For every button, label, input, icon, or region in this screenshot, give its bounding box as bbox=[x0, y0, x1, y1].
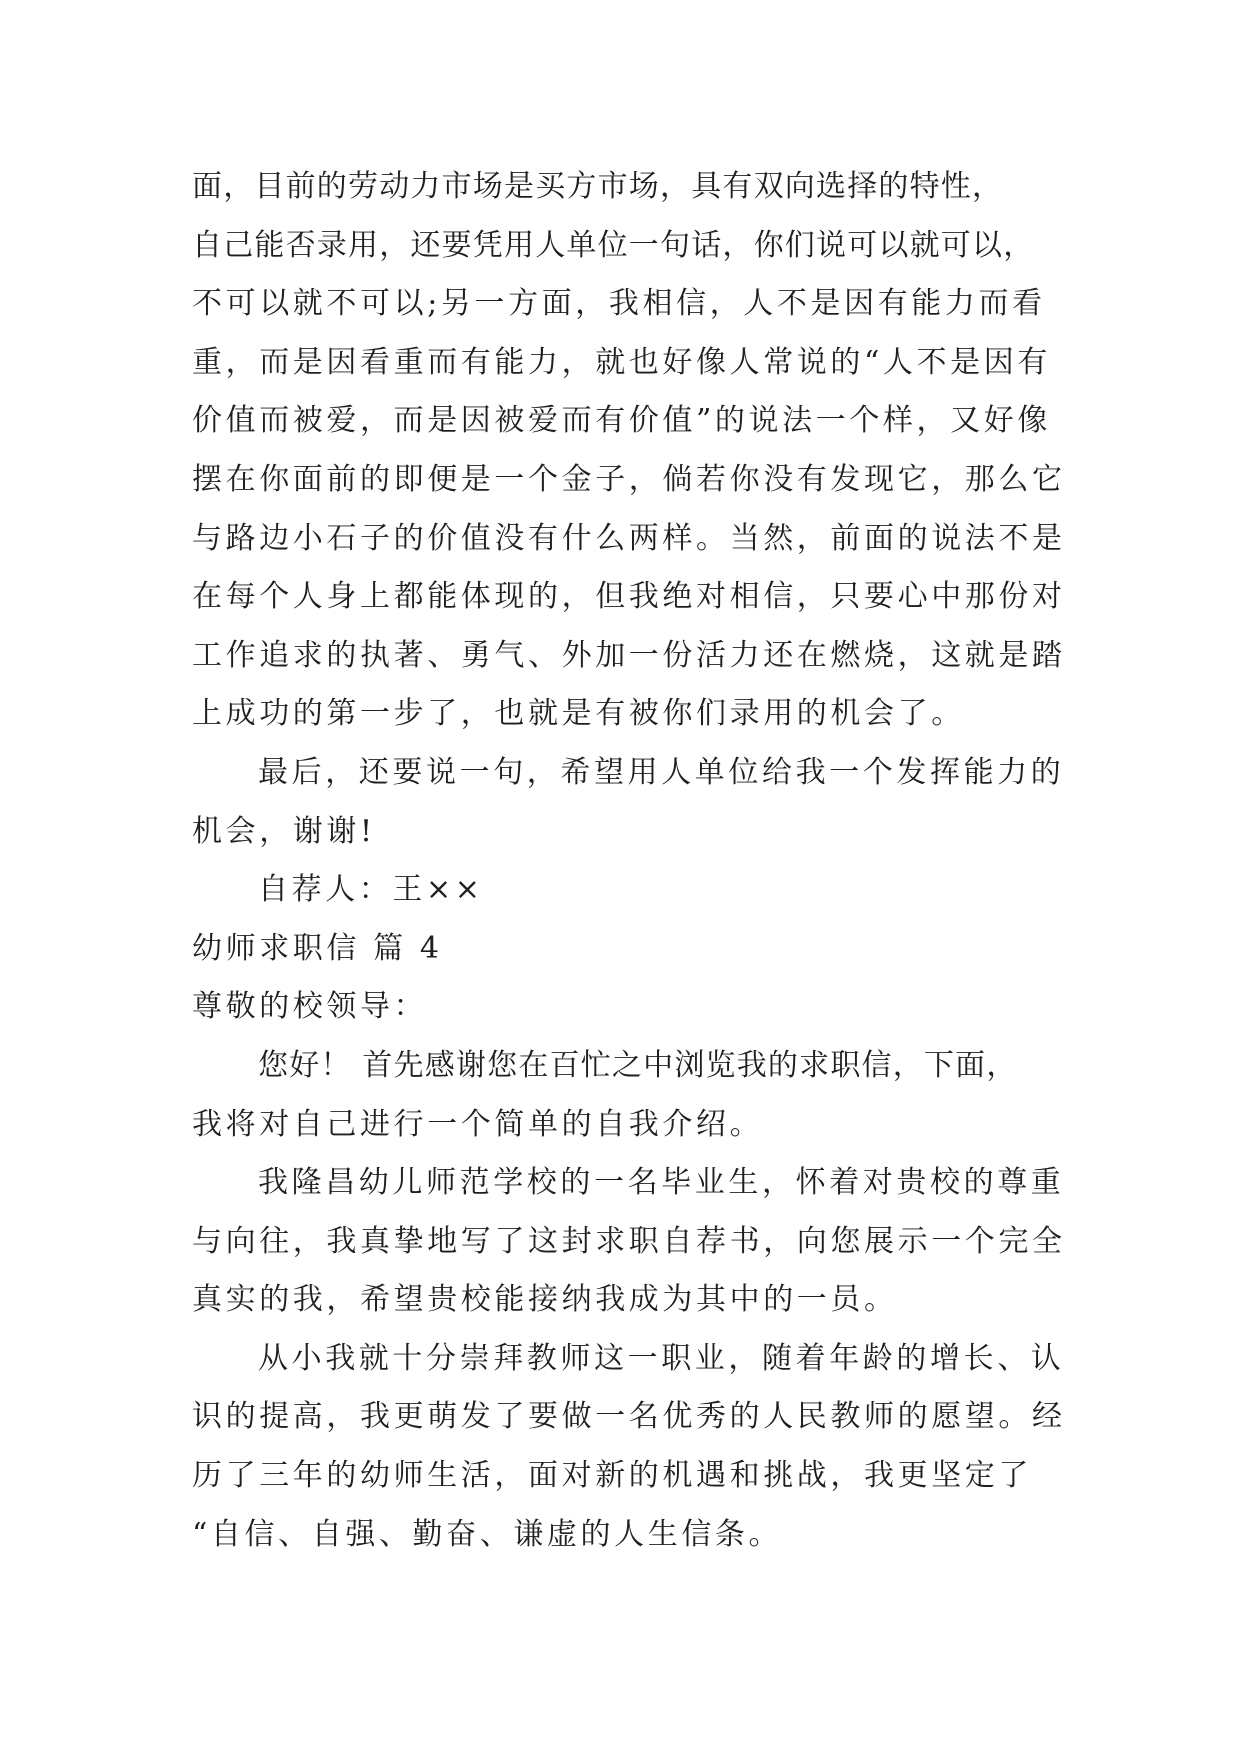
section-heading: 幼师求职信 篇 4 bbox=[192, 930, 443, 966]
closing-paragraph-line: 最后，还要说一句，希望用人单位给我一个发挥能力的 bbox=[258, 754, 1065, 790]
text-line: 摆在你面前的即便是一个金子，倘若你没有发现它，那么它 bbox=[192, 461, 1066, 497]
paragraph-line: 从小我就十分崇拜教师这一职业，随着年龄的增长、认 bbox=[258, 1340, 1065, 1376]
text-line: 上成功的第一步了，也就是有被你们录用的机会了。 bbox=[192, 696, 965, 732]
paragraph-line: 识的提高，我更萌发了要做一名优秀的人民教师的愿望。经 bbox=[192, 1399, 1066, 1435]
paragraph-line: 与向往，我真挚地写了这封求职自荐书，向您展示一个完全 bbox=[192, 1223, 1066, 1259]
paragraph-line: 我隆昌幼儿师范学校的一名毕业生，怀着对贵校的尊重 bbox=[258, 1165, 1065, 1201]
text-line: 自己能否录用，还要凭用人单位一句话，你们说可以就可以， bbox=[192, 227, 1035, 263]
paragraph-line: 您好！ 首先感谢您在百忙之中浏览我的求职信，下面， bbox=[258, 1047, 1018, 1083]
paragraph-line: 历了三年的幼师生活，面对新的机遇和挑战，我更坚定了 bbox=[192, 1458, 1032, 1494]
closing-paragraph-line: 机会，谢谢! bbox=[192, 813, 376, 849]
paragraph-line: “自信、自强、勤奋、谦虚的人生信条。 bbox=[192, 1516, 783, 1552]
text-line: 价值而被爱，而是因被爱而有价值”的说法一个样，又好像 bbox=[192, 403, 1051, 439]
text-line: 不可以就不可以;另一方面，我相信，人不是因有能力而看 bbox=[192, 286, 1046, 322]
document-body bbox=[192, 158, 1066, 1564]
salutation: 尊敬的校领导： bbox=[192, 989, 428, 1025]
text-line: 与路边小石子的价值没有什么两样。当然，前面的说法不是 bbox=[192, 520, 1066, 556]
text-line: 重，而是因看重而有能力，就也好像人常说的“人不是因有 bbox=[192, 344, 1051, 380]
text-line: 在每个人身上都能体现的，但我绝对相信，只要心中那份对 bbox=[192, 579, 1066, 615]
paragraph-line: 我将对自己进行一个简单的自我介绍。 bbox=[192, 1106, 764, 1142]
text-line: 工作追求的执著、勇气、外加一份活力还在燃烧，这就是踏 bbox=[192, 637, 1066, 673]
paragraph-line: 真实的我，希望贵校能接纳我成为其中的一员。 bbox=[192, 1282, 898, 1318]
text-line: 面，目前的劳动力市场是买方市场，具有双向选择的特性， bbox=[192, 169, 1004, 204]
signature-line: 自荐人：王×× bbox=[258, 872, 484, 908]
